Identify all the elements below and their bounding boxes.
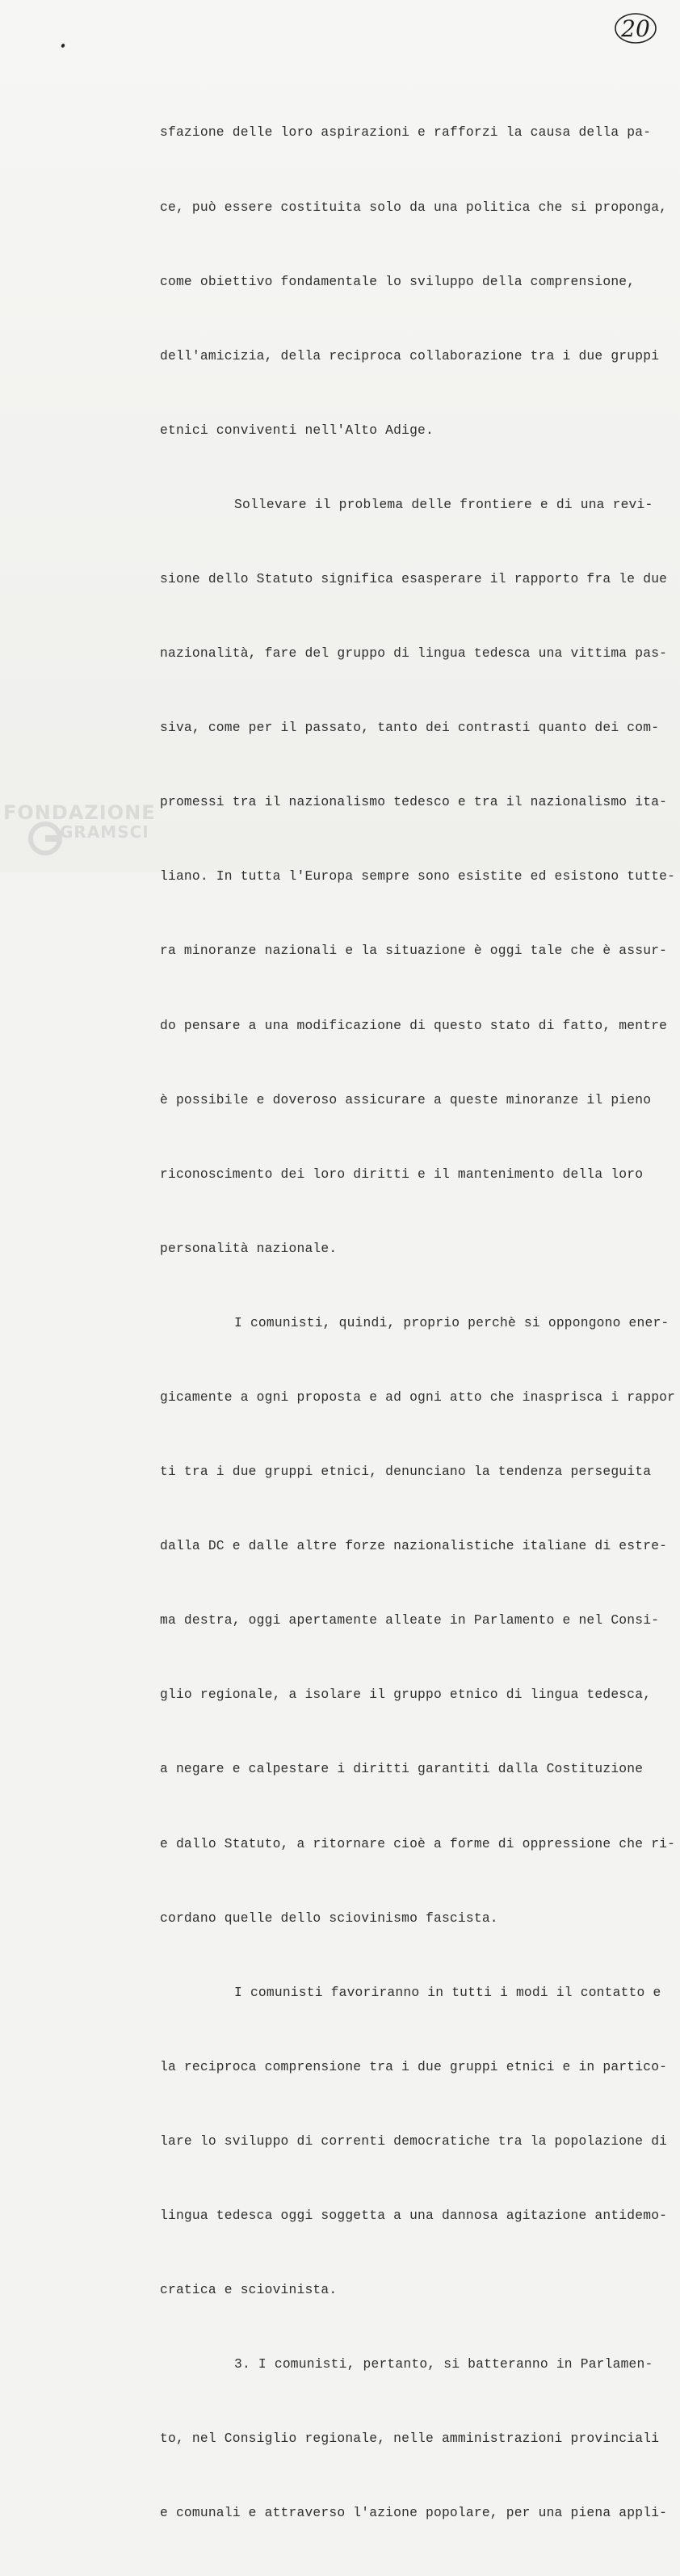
text-line: ma destra, oggi apertamente alleate in Parlamento e nel Consi- xyxy=(160,1612,660,1628)
text-line: dalla DC e dalle altre forze nazionalistiche italiane di estre- xyxy=(160,1538,668,1554)
text-line: e comunali e attraverso l'azione popolare, per una piena appli- xyxy=(160,2505,668,2521)
text-line: promessi tra il nazionalismo tedesco e tra il nazionalismo ita- xyxy=(160,794,668,810)
text-line: siva, come per il passato, tanto dei contrasti quanto dei com- xyxy=(160,720,660,736)
watermark-line2: GRAMSCI xyxy=(60,822,149,842)
text-line: riconoscimento dei loro diritti e il mantenimento della loro xyxy=(160,1166,644,1182)
text-line: 3. I comunisti, pertanto, si batteranno in Parlamen- xyxy=(234,2356,653,2372)
text-line: sfazione delle loro aspirazioni e rafforzi la causa della pa- xyxy=(160,124,652,141)
text-line: lingua tedesca oggi soggetta a una dannosa agitazione antidemo- xyxy=(160,2208,668,2224)
archive-watermark xyxy=(3,798,165,871)
text-line: la reciproca comprensione tra i due gruppi etnici e in partico- xyxy=(160,2058,668,2074)
text-line: ra minoranze nazionali e la situazione è oggi tale che è assur- xyxy=(160,943,668,959)
page-number: 20 xyxy=(621,15,650,42)
text-line: do pensare a una modificazione di questo stato di fatto, mentre xyxy=(160,1017,668,1033)
text-line: lare lo sviluppo di correnti democratiche tra la popolazione di xyxy=(160,2133,668,2149)
text-line: Sollevare il problema delle frontiere e di una revi- xyxy=(234,496,653,512)
text-line: etnici conviventi nell'Alto Adige. xyxy=(160,422,434,438)
text-line: è possibile e doveroso assicurare a queste minoranze il pieno xyxy=(160,1091,652,1107)
watermark-line1: FONDAZIONE xyxy=(3,801,156,824)
text-line: nazionalità, fare del gruppo di lingua tedesca una vittima pas- xyxy=(160,645,668,662)
text-line: cordano quelle dello sciovinismo fascista. xyxy=(160,1910,498,1926)
typewritten-text xyxy=(160,71,677,2576)
text-line: cratica e sciovinista. xyxy=(160,2282,338,2298)
text-line: I comunisti favoriranno in tutti i modi il contatto e xyxy=(234,1984,661,2000)
text-line: glio regionale, a isolare il gruppo etnico di lingua tedesca, xyxy=(160,1687,652,1703)
text-line: to, nel Consiglio regionale, nelle amministrazioni provinciali xyxy=(160,2431,660,2447)
text-line: a negare e calpestare i diritti garantiti dalla Costituzione xyxy=(160,1761,644,1777)
ink-speck xyxy=(61,43,65,48)
text-line: sione dello Statuto significa esasperare il rapporto fra le due xyxy=(160,570,668,586)
watermark-g-logo xyxy=(27,821,63,856)
text-line: come obiettivo fondamentale lo sviluppo della comprensione, xyxy=(160,273,636,289)
text-line: I comunisti, quindi, proprio perchè si oppongono ener- xyxy=(234,1314,670,1330)
text-line: ti tra i due gruppi etnici, denunciano la tendenza perseguita xyxy=(160,1464,652,1480)
text-line: dell'amicizia, della reciproca collaborazione tra i due gruppi xyxy=(160,347,660,363)
text-line: ce, può essere costituita solo da una politica che si proponga, xyxy=(160,199,668,215)
text-line: liano. In tutta l'Europa sempre sono esistite ed esistono tutte- xyxy=(160,868,676,885)
text-line: personalità nazionale. xyxy=(160,1240,338,1256)
text-line: gicamente a ogni proposta e ad ogni atto che inasprisca i rappor xyxy=(160,1389,676,1405)
text-line: e dallo Statuto, a ritornare cioè a forme di oppressione che ri- xyxy=(160,1835,676,1851)
